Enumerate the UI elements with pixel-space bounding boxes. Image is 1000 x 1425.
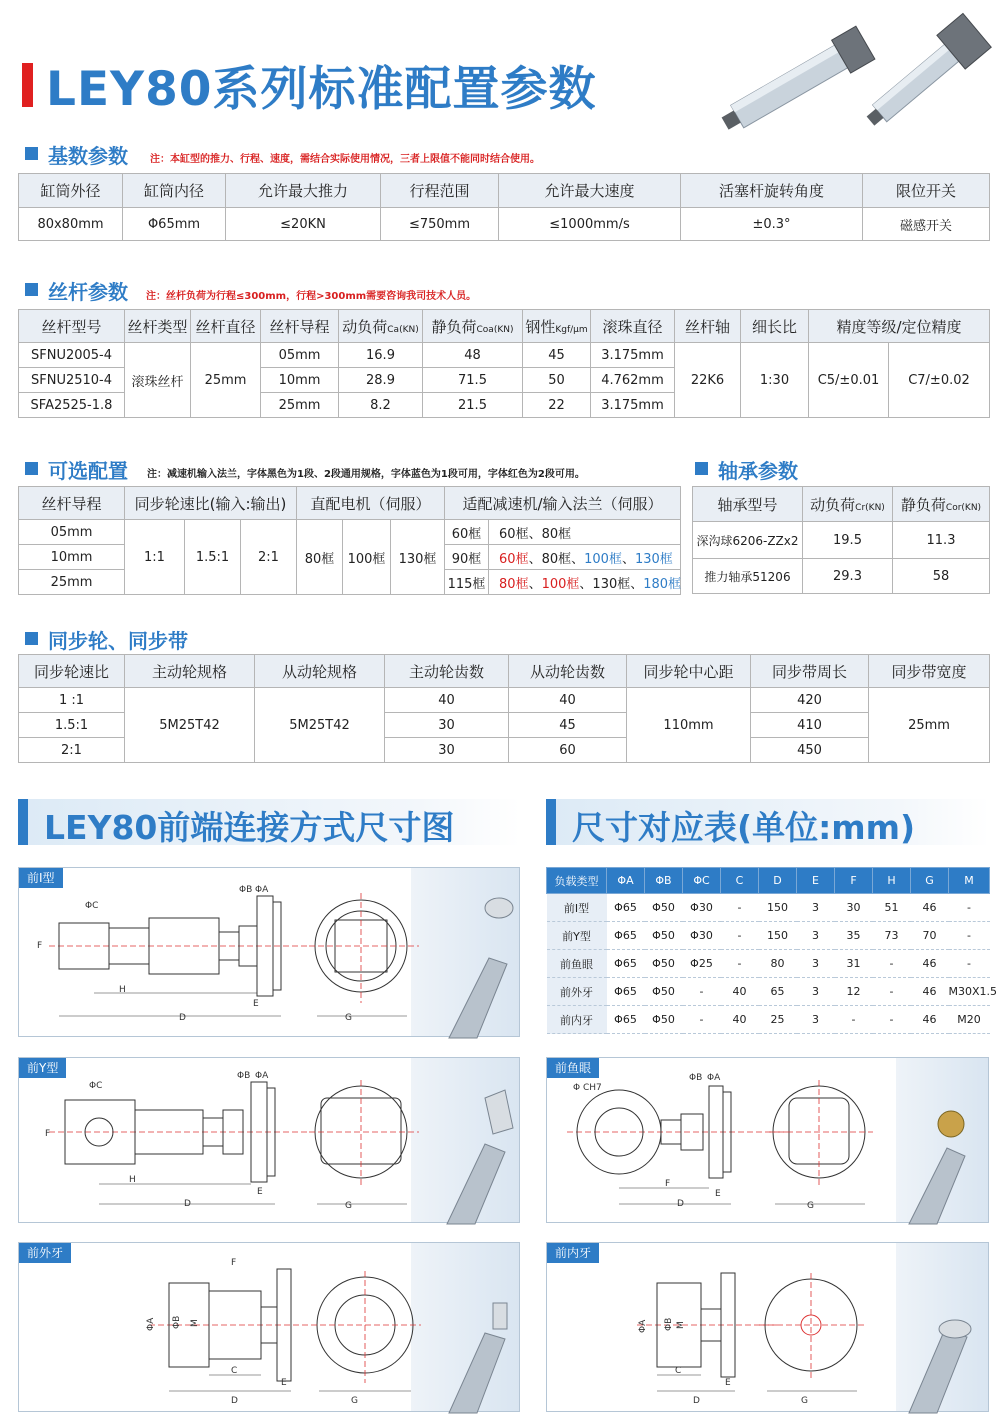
header-cell: 行程范围 bbox=[381, 174, 499, 208]
label-d: D bbox=[693, 1396, 700, 1406]
table-cell: 100框 bbox=[343, 520, 391, 595]
panel-tag-external-thread: 前外牙 bbox=[19, 1243, 71, 1263]
title-accent-bar bbox=[22, 63, 33, 107]
dimension-cell: Φ50 bbox=[645, 978, 683, 1006]
table-cell: 25mm bbox=[191, 343, 261, 418]
label-phi-a: ΦA bbox=[255, 885, 269, 895]
banner-front-connection bbox=[18, 799, 520, 845]
header-cell: 限位开关 bbox=[863, 174, 990, 208]
section-title-options: 可选配置 bbox=[48, 459, 128, 483]
dimension-cell: 40 bbox=[721, 1006, 759, 1034]
header-cell: 丝杆直径 bbox=[191, 310, 261, 343]
section-marker bbox=[695, 462, 708, 475]
section-marker bbox=[25, 283, 38, 296]
dimension-cell: - bbox=[949, 950, 990, 978]
basic-params-table bbox=[18, 173, 990, 241]
section-note-options: 注：减速机输入法兰，字体黑色为1段、2段通用规格，字体蓝色为1段可用，字体红色为2段可用。 bbox=[147, 469, 585, 480]
header-cell: 活塞杆旋转角度 bbox=[681, 174, 863, 208]
table-cell: 115框 bbox=[445, 570, 489, 595]
table-row bbox=[547, 950, 990, 978]
header-cell: 轴承型号 bbox=[693, 487, 803, 522]
label-d: D bbox=[231, 1396, 238, 1406]
table-cell: 30 bbox=[385, 738, 509, 763]
dimension-cell: Φ65 bbox=[607, 950, 645, 978]
table-cell: 29.3 bbox=[803, 559, 893, 594]
label-phi-b: ΦB bbox=[172, 1315, 182, 1329]
drawing-type-y bbox=[19, 1058, 521, 1224]
label-phi-a: ΦA bbox=[638, 1319, 648, 1333]
table-cell: 3.175mm bbox=[591, 343, 675, 368]
label-c: C bbox=[231, 1366, 238, 1376]
header-cell: 丝杆类型 bbox=[125, 310, 191, 343]
header-cell: F bbox=[835, 868, 873, 894]
table-cell: 28.9 bbox=[339, 368, 423, 393]
dimension-cell: 3 bbox=[797, 894, 835, 922]
table-row bbox=[547, 978, 990, 1006]
header-cell: 静负荷Coa(KN) bbox=[423, 310, 523, 343]
table-cell: 30 bbox=[385, 713, 509, 738]
header-cell: 从动轮规格 bbox=[255, 655, 385, 688]
table-cell: 60框、80框、100框、130框 bbox=[489, 545, 681, 570]
label-phi-a: ΦA bbox=[255, 1071, 269, 1081]
label-m: M bbox=[190, 1319, 200, 1327]
dimension-cell: Φ30 bbox=[683, 894, 721, 922]
dimension-cell: Φ50 bbox=[645, 1006, 683, 1034]
dimension-cell: Φ25 bbox=[683, 950, 721, 978]
header-cell: 同步带周长 bbox=[751, 655, 869, 688]
label-g: G bbox=[345, 1201, 352, 1211]
table-cell: 5M25T42 bbox=[125, 688, 255, 763]
dimension-cell: Φ65 bbox=[607, 1006, 645, 1034]
header-cell: 直配电机（伺服） bbox=[297, 487, 445, 520]
label-e: E bbox=[281, 1378, 287, 1388]
pulley-table bbox=[18, 654, 990, 763]
table-cell: 10mm bbox=[261, 368, 339, 393]
dimension-cell: - bbox=[683, 1006, 721, 1034]
dimension-cell: 30 bbox=[835, 894, 873, 922]
label-g: G bbox=[807, 1201, 814, 1211]
header-cell: 静负荷Cor(KN) bbox=[893, 487, 990, 522]
dimension-cell: - bbox=[835, 1006, 873, 1034]
header-cell: 同步轮速比 bbox=[19, 655, 125, 688]
table-row bbox=[547, 894, 990, 922]
load-type-cell: 前鱼眼 bbox=[547, 950, 607, 978]
table-cell: 2:1 bbox=[241, 520, 297, 595]
header-cell: E bbox=[797, 868, 835, 894]
value-cell: ≤20KN bbox=[226, 208, 381, 241]
table-cell: 50 bbox=[523, 368, 591, 393]
dimension-cell: M30X1.5 bbox=[949, 978, 990, 1006]
table-cell: 22K6 bbox=[675, 343, 741, 418]
value-cell: 磁感开关 bbox=[863, 208, 990, 241]
header-cell: 适配减速机/输入法兰（伺服） bbox=[445, 487, 681, 520]
banner-front-title: LEY80前端连接方式尺寸图 bbox=[44, 808, 455, 847]
label-phi-b: ΦB bbox=[237, 1071, 251, 1081]
table-cell: 21.5 bbox=[423, 393, 523, 418]
header-cell: 从动轮齿数 bbox=[509, 655, 627, 688]
label-h: H bbox=[129, 1175, 136, 1185]
table-cell: 1.5:1 bbox=[185, 520, 241, 595]
table-cell: 05mm bbox=[261, 343, 339, 368]
table-cell: SFA2525-1.8 bbox=[19, 393, 125, 418]
header-cell: 缸筒内径 bbox=[123, 174, 226, 208]
label-e: E bbox=[253, 999, 259, 1009]
actuator-image-2 bbox=[855, 12, 995, 136]
dimension-cell: 3 bbox=[797, 1006, 835, 1034]
screw-params-table bbox=[18, 309, 990, 418]
header-cell: ΦA bbox=[607, 868, 645, 894]
dimension-cell: 70 bbox=[911, 922, 949, 950]
dimension-cell: - bbox=[683, 978, 721, 1006]
dimension-cell: 73 bbox=[873, 922, 911, 950]
header-cell: 允许最大速度 bbox=[499, 174, 681, 208]
dimension-cell: Φ65 bbox=[607, 922, 645, 950]
label-h: H bbox=[119, 985, 126, 995]
label-phi-a: ΦA bbox=[707, 1073, 721, 1083]
header-cell: D bbox=[759, 868, 797, 894]
label-phi-c: ΦC bbox=[85, 901, 99, 911]
header-cell: 钢性Kgf/μm bbox=[523, 310, 591, 343]
dimension-cell: Φ65 bbox=[607, 978, 645, 1006]
table-cell: 130框 bbox=[391, 520, 445, 595]
table-cell: 45 bbox=[523, 343, 591, 368]
load-type-cell: 前外牙 bbox=[547, 978, 607, 1006]
table-cell: 1.5:1 bbox=[19, 713, 125, 738]
table-cell: 4.762mm bbox=[591, 368, 675, 393]
label-f: F bbox=[45, 1129, 51, 1139]
dimension-cell: 150 bbox=[759, 922, 797, 950]
label-phi-b: ΦB bbox=[689, 1073, 703, 1083]
dimension-cell: - bbox=[949, 922, 990, 950]
dimension-cell: 40 bbox=[721, 978, 759, 1006]
table-cell: 25mm bbox=[261, 393, 339, 418]
panel-external-thread bbox=[18, 1242, 520, 1412]
dimension-cell: - bbox=[949, 894, 990, 922]
dimension-cell: 12 bbox=[835, 978, 873, 1006]
dimension-cell: M20 bbox=[949, 1006, 990, 1034]
dimension-cell: Φ30 bbox=[683, 922, 721, 950]
table-cell: C5/±0.01 bbox=[809, 343, 889, 418]
table-cell: 1:1 bbox=[125, 520, 185, 595]
label-e: E bbox=[257, 1187, 263, 1197]
header-cell: ΦB bbox=[645, 868, 683, 894]
table-cell: C7/±0.02 bbox=[889, 343, 990, 418]
dimension-cell: 51 bbox=[873, 894, 911, 922]
table-cell: SFNU2005-4 bbox=[19, 343, 125, 368]
header-cell: 丝杆导程 bbox=[19, 487, 125, 520]
dimension-cell: 80 bbox=[759, 950, 797, 978]
table-cell: 80框、100框、130框、180框 bbox=[489, 570, 681, 595]
label-g: G bbox=[351, 1396, 358, 1406]
table-cell: 40 bbox=[509, 688, 627, 713]
value-cell: ≤750mm bbox=[381, 208, 499, 241]
dimension-table bbox=[546, 867, 998, 1034]
panel-tag-type-i: 前Ⅰ型 bbox=[19, 868, 63, 888]
dimension-cell: - bbox=[721, 950, 759, 978]
label-phi-b: ΦB bbox=[664, 1317, 674, 1331]
banner-accent bbox=[546, 799, 556, 845]
table-cell: 25mm bbox=[19, 570, 125, 595]
load-type-cell: 前内牙 bbox=[547, 1006, 607, 1034]
dimension-cell: - bbox=[721, 922, 759, 950]
label-e: E bbox=[715, 1189, 721, 1199]
panel-internal-thread bbox=[546, 1242, 989, 1412]
label-c: C bbox=[675, 1366, 682, 1376]
header-cell: 细长比 bbox=[741, 310, 809, 343]
table-cell: SFNU2510-4 bbox=[19, 368, 125, 393]
table-cell: 19.5 bbox=[803, 522, 893, 559]
label-f: F bbox=[665, 1179, 671, 1189]
load-type-cell: 前Y型 bbox=[547, 922, 607, 950]
options-table bbox=[18, 486, 681, 595]
dimension-cell: Φ50 bbox=[645, 894, 683, 922]
drawing-type-i bbox=[19, 868, 521, 1038]
load-type-cell: 前Ⅰ型 bbox=[547, 894, 607, 922]
section-note-screw: 注：丝杆负荷为行程≤300mm，行程>300mm需要咨询我司技术人员。 bbox=[146, 291, 477, 302]
table-cell: 深沟球6206-ZZx2 bbox=[693, 522, 803, 559]
header-cell: 动负荷Cr(KN) bbox=[803, 487, 893, 522]
header-cell: 主动轮规格 bbox=[125, 655, 255, 688]
dimension-cell: Φ50 bbox=[645, 922, 683, 950]
label-f: F bbox=[37, 941, 43, 951]
label-d: D bbox=[179, 1013, 186, 1023]
section-title-bearing: 轴承参数 bbox=[718, 459, 798, 483]
label-m: M bbox=[676, 1321, 686, 1329]
section-marker bbox=[25, 462, 38, 475]
dimension-cell: 25 bbox=[759, 1006, 797, 1034]
table-cell: 05mm bbox=[19, 520, 125, 545]
header-cell: 同步轮速比(输入:输出) bbox=[125, 487, 297, 520]
table-cell: 滚珠丝杆 bbox=[125, 343, 191, 418]
dimension-cell: 65 bbox=[759, 978, 797, 1006]
label-f: F bbox=[231, 1258, 237, 1268]
dimension-cell: 3 bbox=[797, 978, 835, 1006]
label-phi-a: ΦA bbox=[146, 1317, 156, 1331]
header-cell: 丝杆型号 bbox=[19, 310, 125, 343]
table-cell: 60框、80框 bbox=[489, 520, 681, 545]
header-cell: 丝杆导程 bbox=[261, 310, 339, 343]
dimension-cell: 3 bbox=[797, 950, 835, 978]
dimension-cell: 46 bbox=[911, 1006, 949, 1034]
value-cell: ±0.3° bbox=[681, 208, 863, 241]
panel-tag-fisheye: 前鱼眼 bbox=[547, 1058, 599, 1078]
section-title-screw: 丝杆参数 bbox=[48, 280, 128, 304]
header-cell: 主动轮齿数 bbox=[385, 655, 509, 688]
section-marker bbox=[25, 147, 38, 160]
panel-type-y bbox=[18, 1057, 520, 1223]
header-cell: 负载类型 bbox=[547, 868, 607, 894]
section-marker bbox=[25, 632, 38, 645]
table-cell: 58 bbox=[893, 559, 990, 594]
header-cell: H bbox=[873, 868, 911, 894]
section-note-basic: 注：本缸型的推力、行程、速度，需结合实际使用情况，三者上限值不能同时结合使用。 bbox=[150, 154, 540, 165]
header-cell: G bbox=[911, 868, 949, 894]
label-g: G bbox=[801, 1396, 808, 1406]
header-cell: 允许最大推力 bbox=[226, 174, 381, 208]
header-cell: 缸筒外径 bbox=[19, 174, 123, 208]
dimension-cell: 46 bbox=[911, 894, 949, 922]
table-cell: 90框 bbox=[445, 545, 489, 570]
dimension-cell: 35 bbox=[835, 922, 873, 950]
banner-dims-title: 尺寸对应表(单位:mm) bbox=[572, 808, 916, 847]
value-cell: ≤1000mm/s bbox=[499, 208, 681, 241]
table-cell: 410 bbox=[751, 713, 869, 738]
table-cell: 110mm bbox=[627, 688, 751, 763]
label-d: D bbox=[184, 1199, 191, 1209]
table-cell: 2:1 bbox=[19, 738, 125, 763]
table-cell: 48 bbox=[423, 343, 523, 368]
table-cell: 10mm bbox=[19, 545, 125, 570]
dimension-cell: Φ50 bbox=[645, 950, 683, 978]
drawing-external-thread bbox=[19, 1243, 521, 1413]
dimension-cell: Φ65 bbox=[607, 894, 645, 922]
label-g: G bbox=[345, 1013, 352, 1023]
page-title: LEY80系列标准配置参数 bbox=[46, 62, 597, 117]
header-cell: 同步带宽度 bbox=[869, 655, 990, 688]
table-cell: 420 bbox=[751, 688, 869, 713]
dimension-cell: 31 bbox=[835, 950, 873, 978]
table-cell: 80框 bbox=[297, 520, 343, 595]
table-cell: 25mm bbox=[869, 688, 990, 763]
header-cell: M bbox=[949, 868, 990, 894]
table-cell: 45 bbox=[509, 713, 627, 738]
panel-type-i bbox=[18, 867, 520, 1037]
dimension-cell: 3 bbox=[797, 922, 835, 950]
table-cell: 40 bbox=[385, 688, 509, 713]
section-title-pulley: 同步轮、同步带 bbox=[48, 629, 188, 653]
dimension-cell: 46 bbox=[911, 978, 949, 1006]
banner-accent bbox=[18, 799, 28, 845]
bearing-table bbox=[692, 486, 990, 594]
table-cell: 11.3 bbox=[893, 522, 990, 559]
table-row bbox=[547, 1006, 990, 1034]
dimension-cell: - bbox=[873, 978, 911, 1006]
header-cell: 精度等级/定位精度 bbox=[809, 310, 990, 343]
drawing-fisheye bbox=[547, 1058, 990, 1224]
table-cell: 3.175mm bbox=[591, 393, 675, 418]
table-cell: 450 bbox=[751, 738, 869, 763]
section-title-basic: 基数参数 bbox=[48, 144, 128, 168]
header-cell: ΦC bbox=[683, 868, 721, 894]
table-cell: 推力轴承51206 bbox=[693, 559, 803, 594]
header-cell: C bbox=[721, 868, 759, 894]
label-e: E bbox=[725, 1378, 731, 1388]
value-cell: 80x80mm bbox=[19, 208, 123, 241]
table-cell: 8.2 bbox=[339, 393, 423, 418]
table-cell: 1 :1 bbox=[19, 688, 125, 713]
header-cell: 动负荷Ca(KN) bbox=[339, 310, 423, 343]
panel-tag-type-y: 前Y型 bbox=[19, 1058, 66, 1078]
label-phi-ch7: Φ CH7 bbox=[573, 1083, 602, 1093]
table-row bbox=[547, 922, 990, 950]
banner-dimension-table bbox=[546, 799, 989, 845]
table-cell: 60 bbox=[509, 738, 627, 763]
header-cell: 滚珠直径 bbox=[591, 310, 675, 343]
label-phi-b: ΦB bbox=[239, 885, 253, 895]
value-cell: Φ65mm bbox=[123, 208, 226, 241]
panel-tag-internal-thread: 前内牙 bbox=[547, 1243, 599, 1263]
dimension-cell: - bbox=[873, 950, 911, 978]
table-cell: 5M25T42 bbox=[255, 688, 385, 763]
header-cell: 同步轮中心距 bbox=[627, 655, 751, 688]
table-cell: 16.9 bbox=[339, 343, 423, 368]
table-cell: 22 bbox=[523, 393, 591, 418]
drawing-internal-thread bbox=[547, 1243, 990, 1413]
dimension-cell: 46 bbox=[911, 950, 949, 978]
label-d: D bbox=[677, 1199, 684, 1209]
table-cell: 1:30 bbox=[741, 343, 809, 418]
panel-fisheye bbox=[546, 1057, 989, 1223]
table-cell: 71.5 bbox=[423, 368, 523, 393]
label-phi-c: ΦC bbox=[89, 1081, 103, 1091]
table-cell: 60框 bbox=[445, 520, 489, 545]
dimension-cell: - bbox=[721, 894, 759, 922]
dimension-cell: - bbox=[873, 1006, 911, 1034]
dimension-cell: 150 bbox=[759, 894, 797, 922]
header-cell: 丝杆轴 bbox=[675, 310, 741, 343]
